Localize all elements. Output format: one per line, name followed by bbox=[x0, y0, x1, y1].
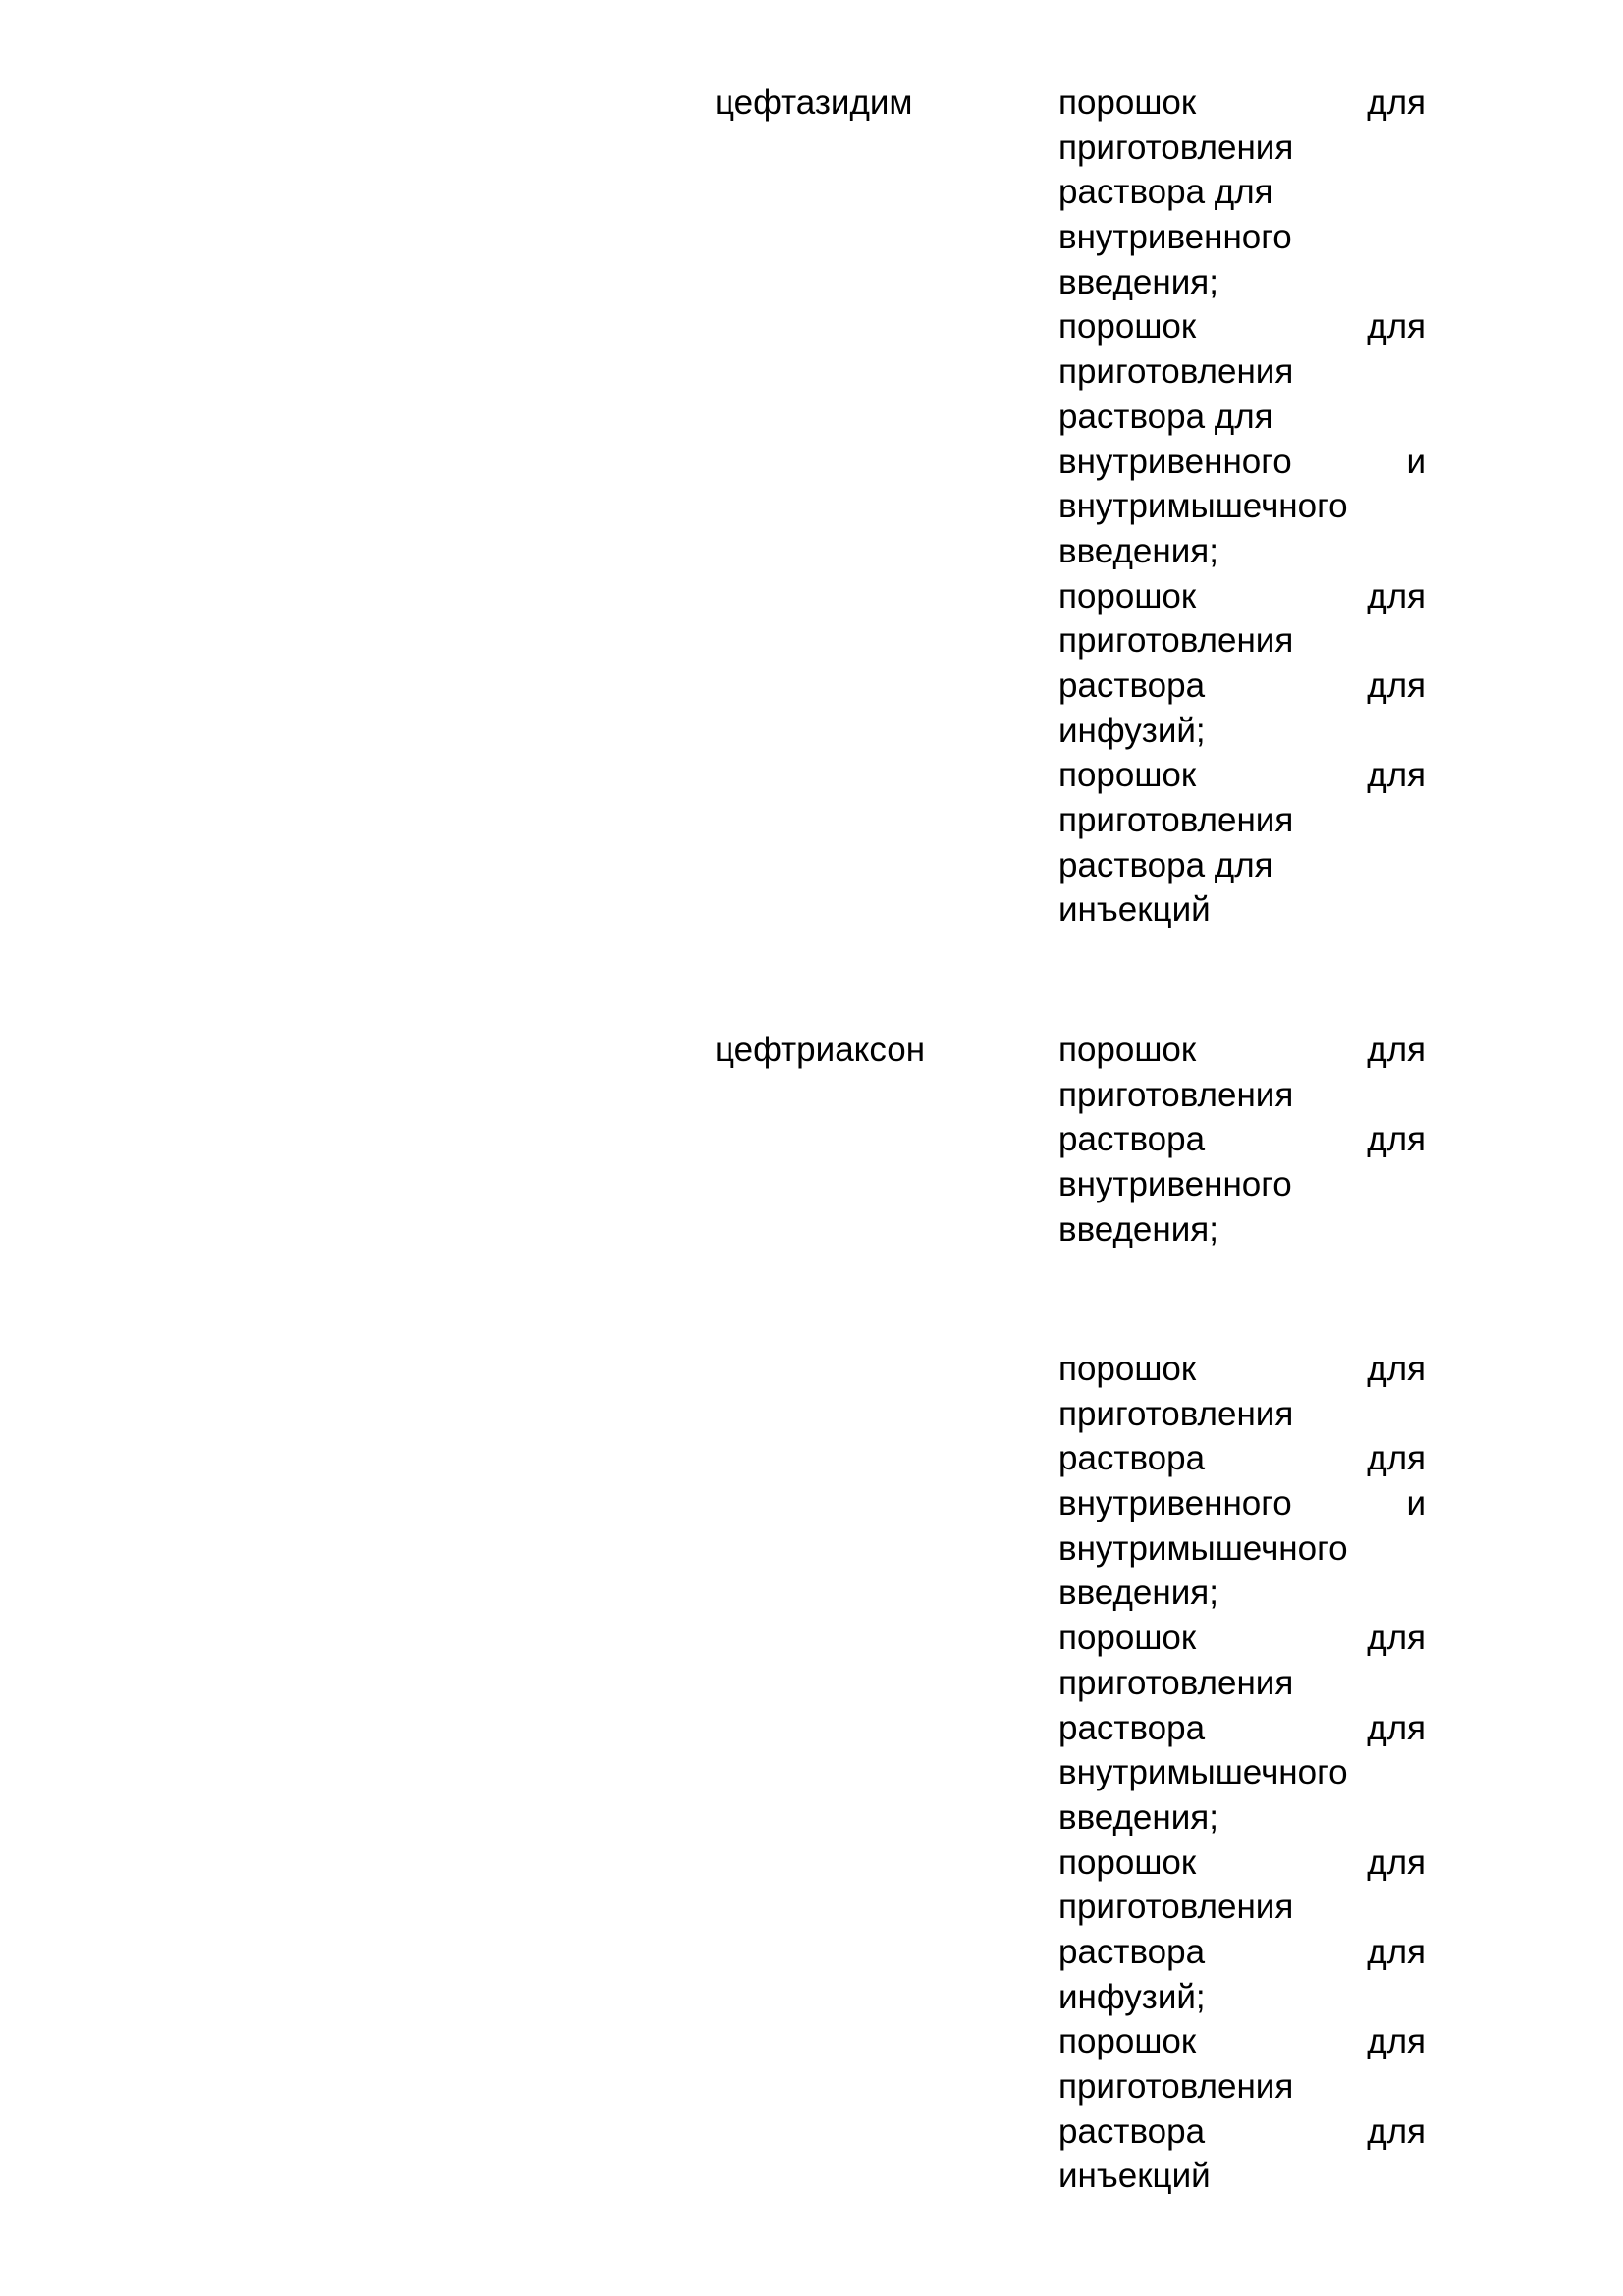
dosage-form-word: раствора для bbox=[1058, 173, 1273, 212]
dosage-form-word: раствора bbox=[1058, 1932, 1206, 1971]
dosage-form-word: внутривенного bbox=[1058, 1484, 1292, 1523]
dosage-form-word: порошок bbox=[1058, 307, 1197, 347]
dosage-form-line bbox=[1058, 753, 1426, 798]
dosage-form-line bbox=[1058, 260, 1426, 305]
dosage-form-word: для bbox=[1367, 1031, 1426, 1069]
dosage-form-line bbox=[1058, 349, 1426, 395]
dosage-form-line bbox=[1058, 1347, 1426, 1392]
dosage-form-line bbox=[1058, 1795, 1426, 1841]
dosage-form-line bbox=[1058, 440, 1426, 485]
dosage-form-line bbox=[1058, 1526, 1426, 1572]
dosage-form-line bbox=[1058, 1750, 1426, 1795]
drug-name: цефтазидим bbox=[715, 83, 913, 122]
dosage-form-line bbox=[1058, 1571, 1426, 1616]
dosage-form-line bbox=[1058, 126, 1426, 171]
dosage-form-line bbox=[1058, 80, 1426, 126]
dosage-form-line bbox=[1058, 1841, 1426, 1886]
dosage-form-word: для bbox=[1367, 2111, 1426, 2151]
dosage-form-word: для bbox=[1367, 83, 1426, 122]
dosage-form-line bbox=[1058, 664, 1426, 709]
dosage-form-word: для bbox=[1367, 1120, 1426, 1159]
dosage-form-word: порошок bbox=[1058, 1031, 1197, 1069]
dosage-form-word: приготовления bbox=[1058, 352, 1294, 392]
dosage-form-line bbox=[1058, 1661, 1426, 1706]
dosage-form-word: инфузий; bbox=[1058, 711, 1206, 750]
dosage-form-line bbox=[1058, 170, 1426, 215]
dosage-form-word: введения; bbox=[1058, 531, 1218, 570]
dosage-form-word: порошок bbox=[1058, 1350, 1197, 1388]
dosage-form-word: введения; bbox=[1058, 1574, 1218, 1613]
dosage-form-line bbox=[1058, 2109, 1426, 2155]
dosage-form-word: инфузий; bbox=[1058, 1977, 1206, 2016]
dosage-form-word: для bbox=[1367, 576, 1426, 615]
dosage-form-word: введения; bbox=[1058, 1209, 1218, 1249]
dosage-form-word: для bbox=[1367, 756, 1426, 795]
drug-name: цефтриаксон bbox=[715, 1031, 926, 1069]
dosage-form-word: приготовления bbox=[1058, 801, 1294, 839]
dosage-form-line bbox=[1058, 215, 1426, 260]
dosage-form-line bbox=[1058, 618, 1426, 664]
dosage-form-line bbox=[1058, 574, 1426, 619]
dosage-form-line bbox=[1058, 1616, 1426, 1661]
dosage-form-word: внутривенного bbox=[1058, 218, 1292, 257]
dosage-form-word: введения; bbox=[1058, 1797, 1218, 1837]
dosage-form-word: порошок bbox=[1058, 1842, 1197, 1882]
dosage-form-line bbox=[1058, 1392, 1426, 1437]
dosage-form-word: и bbox=[1406, 1484, 1426, 1523]
dosage-form-word: внутривенного bbox=[1058, 1165, 1292, 1204]
dosage-form-word: раствора для bbox=[1058, 397, 1273, 436]
dosage-form-word: раствора для bbox=[1058, 845, 1273, 884]
dosage-form-word: для bbox=[1367, 1439, 1426, 1478]
dosage-form-word: порошок bbox=[1058, 756, 1197, 795]
dosage-form-word: внутримышечного bbox=[1058, 1753, 1348, 1792]
dosage-form-line bbox=[1058, 798, 1426, 843]
dosage-form-line bbox=[1058, 395, 1426, 440]
dosage-form-word: раствора bbox=[1058, 1708, 1206, 1747]
dosage-form-word: приготовления bbox=[1058, 2067, 1294, 2106]
dosage-form-word: внутривенного bbox=[1058, 442, 1292, 481]
dosage-form-line bbox=[1058, 2064, 1426, 2109]
dosage-form-line bbox=[1058, 1117, 1426, 1162]
dosage-form-word: для bbox=[1367, 1932, 1426, 1971]
dosage-form-word: инъекций bbox=[1058, 890, 1211, 930]
dosage-form-line bbox=[1058, 484, 1426, 529]
dosage-form-line bbox=[1058, 1073, 1426, 1118]
dosage-form-word: для bbox=[1367, 1619, 1426, 1658]
dosage-form-word: приготовления bbox=[1058, 1888, 1294, 1927]
dosage-form-line bbox=[1058, 1885, 1426, 1930]
dosage-form-word: порошок bbox=[1058, 83, 1197, 122]
dosage-form-line bbox=[1058, 1436, 1426, 1481]
dosage-form-word: внутримышечного bbox=[1058, 487, 1348, 526]
dosage-form-word: приготовления bbox=[1058, 1663, 1294, 1702]
dosage-form-line bbox=[1058, 1028, 1426, 1073]
dosage-form-line bbox=[1058, 887, 1426, 933]
dosage-form-line bbox=[1058, 1930, 1426, 1975]
dosage-form-word: приготовления bbox=[1058, 128, 1294, 167]
dosage-forms-block bbox=[1058, 80, 1426, 933]
dosage-form-word: введения; bbox=[1058, 262, 1218, 301]
dosage-form-word: порошок bbox=[1058, 2022, 1197, 2061]
dosage-form-word: приготовления bbox=[1058, 1075, 1294, 1114]
dosage-form-word: раствора bbox=[1058, 1439, 1206, 1478]
dosage-form-line bbox=[1058, 1207, 1426, 1253]
dosage-form-line bbox=[1058, 843, 1426, 888]
dosage-form-word: раствора bbox=[1058, 666, 1206, 705]
dosage-form-word: инъекций bbox=[1058, 2157, 1211, 2196]
dosage-form-word: для bbox=[1367, 666, 1426, 705]
dosage-form-word: порошок bbox=[1058, 1619, 1197, 1658]
dosage-form-line bbox=[1058, 2154, 1426, 2199]
dosage-form-word: для bbox=[1367, 1842, 1426, 1882]
dosage-form-line bbox=[1058, 709, 1426, 754]
dosage-form-word: для bbox=[1367, 1708, 1426, 1747]
dosage-form-line bbox=[1058, 1162, 1426, 1207]
dosage-form-word: и bbox=[1406, 442, 1426, 481]
dosage-form-word: внутримышечного bbox=[1058, 1528, 1348, 1568]
dosage-form-word: приготовления bbox=[1058, 1394, 1294, 1433]
dosage-form-line bbox=[1058, 529, 1426, 574]
dosage-form-word: для bbox=[1367, 1350, 1426, 1388]
dosage-forms-block bbox=[1058, 1347, 1426, 2199]
dosage-forms-block bbox=[1058, 1028, 1426, 1252]
dosage-form-word: для bbox=[1367, 307, 1426, 347]
dosage-form-word: раствора bbox=[1058, 2111, 1206, 2151]
dosage-form-word: раствора bbox=[1058, 1120, 1206, 1159]
dosage-form-line bbox=[1058, 1481, 1426, 1526]
dosage-form-word: порошок bbox=[1058, 576, 1197, 615]
dosage-form-line bbox=[1058, 304, 1426, 349]
dosage-form-line bbox=[1058, 1975, 1426, 2020]
dosage-form-word: для bbox=[1367, 2022, 1426, 2061]
dosage-form-line bbox=[1058, 1706, 1426, 1751]
dosage-form-line bbox=[1058, 2019, 1426, 2064]
dosage-form-word: приготовления bbox=[1058, 621, 1294, 661]
